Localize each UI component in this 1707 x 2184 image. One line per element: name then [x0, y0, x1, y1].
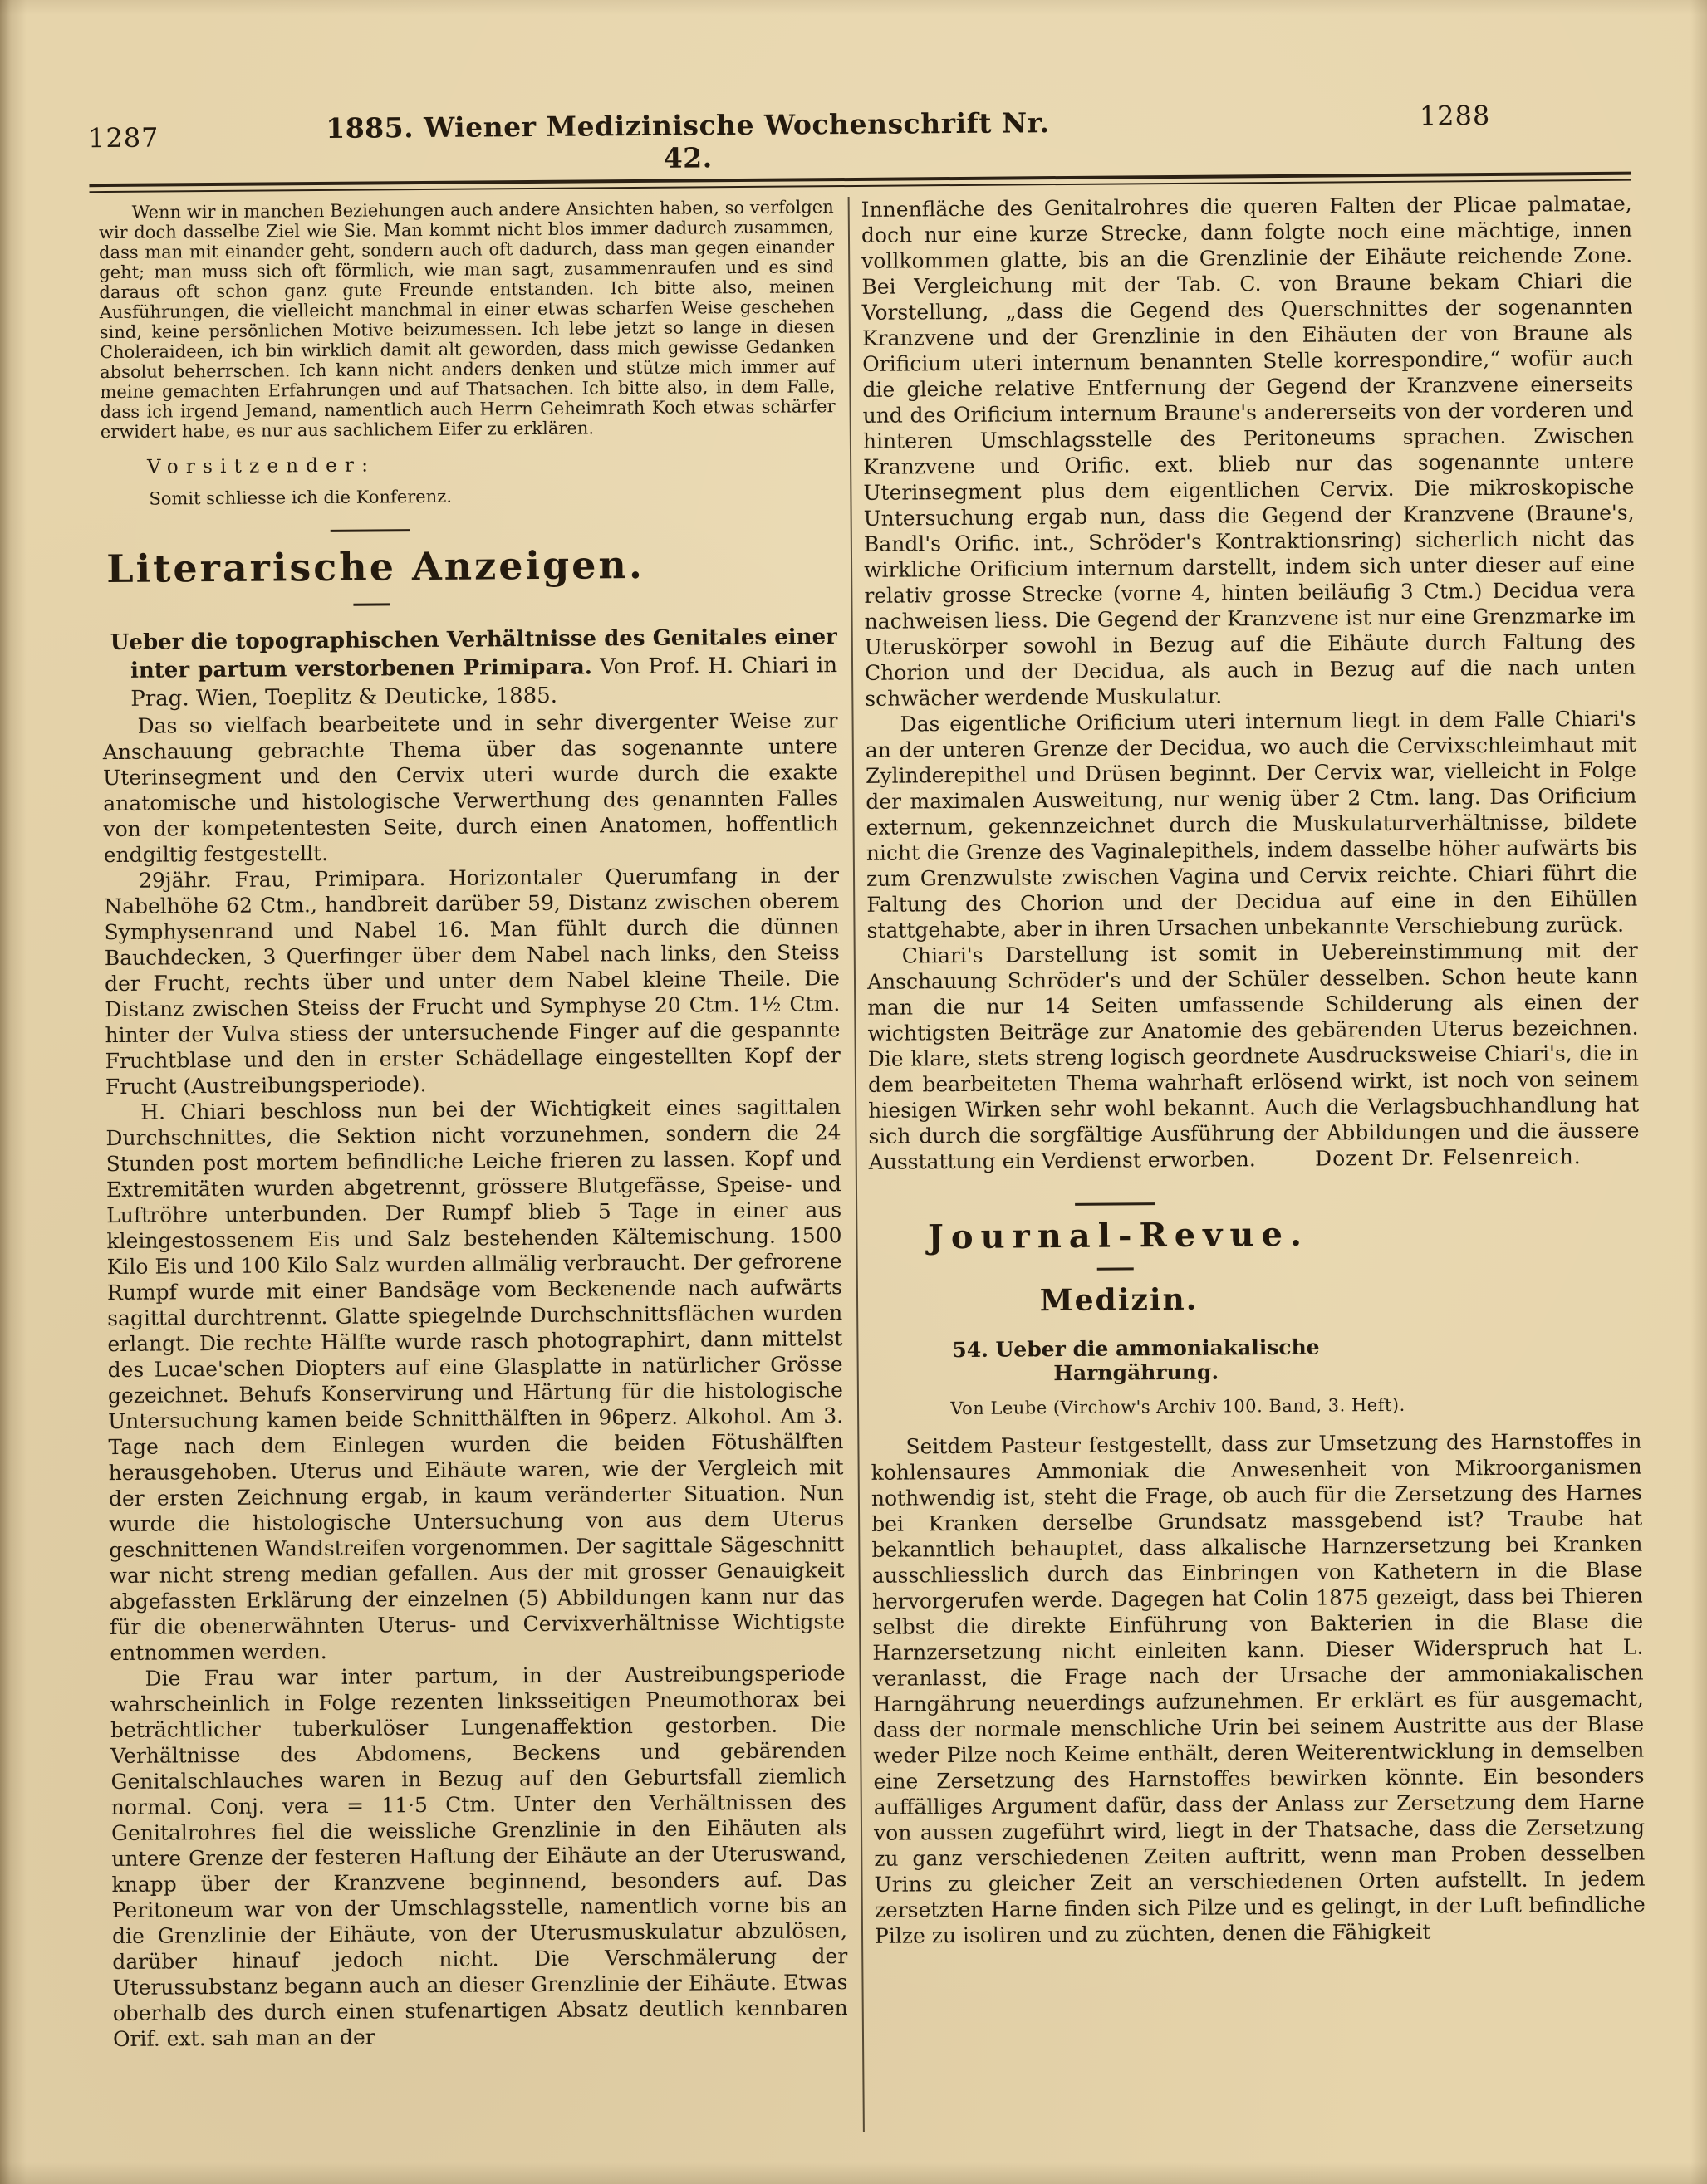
section-heading-literarische-anzeigen: Literarische Anzeigen.: [106, 541, 645, 592]
right-column: [861, 191, 1647, 2132]
conference-intro-paragraph: Wenn wir in manchen Beziehungen auch andere Ansichten haben, so verfolgen wir doch dasselbe Ziel wie Sie. Man kommt nicht blos immer dadurch zusammen, dass man mit einander geht, sondern auch oft dadurch, dass man gegen einander geht; man muss sich oft förmlich, wie man sagt, zusammenraufen und es sind daraus oft schon ganz gute Freunde entstanden. Ich bitte also, meinen Ausführungen, die vielleicht manchmal in einer etwas scharfen Weise geschehen sind, keine persönlichen Motive beizumessen. Ich lebe jetzt so lange in diesen Choleraideen, ich bin wirklich damit alt geworden, dass mich gewisse Gedanken absolut beherrschen. Ich kann nicht anders denken und stütze mich immer auf meine gemachten Erfahrungen und auf Thatsachen. Ich bitte also, in dem Falle, dass ich irgend Jemand, namentlich auch Herrn Geheimrath Koch etwas schärfer erwidert habe, es nur aus sachlichem Eifer zu erklären.: [98, 197, 836, 443]
left-column: [99, 197, 849, 2137]
abstract-byline: Von Leube (Virchow's Archiv 100. Band, 3. Heft).: [950, 1394, 1405, 1419]
column-divider-rule: [848, 197, 865, 2132]
page-number-right: 1288: [1419, 99, 1491, 132]
section-divider-rule: [1075, 1202, 1155, 1206]
review-paragraph: Das so vielfach bearbeitete und in sehr divergenter Weise zur Anschauung gebrachte Thema über das sogenannte untere Uterinsegment und den Cervix uteri wurde durch die exakte anatomische und histologische Verwerthung des genannten Falles von der kompetentesten Seite, durch einen Anatomen, hoffentlich endgiltig festgestellt.: [102, 708, 839, 868]
review-article-title: [102, 623, 838, 713]
abstract-54-title: 54. Ueber die ammoniakalische Harngährung.: [952, 1334, 1320, 1386]
continuation-paragraph: Innenfläche des Genitalrohres die queren Falten der Plicae palmatae, doch nur eine kurze Strecke, dann folgte noch eine mächtige, innen vollkommen glatte, bis an die Grenzlinie der Eihäute reichende Zone. Bei Vergleichung mit der Tab. C. von Braune bekam Chiari die Vorstellung, „dass die Gegend des Querschnittes der sogenannten Kranzvene und der Grenzlinie in den Eihäuten der von Braune als Orificium uteri internum benannten Stelle korrespondire,“ wofür auch die gleiche relative Entfernung der Gegend der Kranzvene einerseits und des Orificium internum Braune's andererseits von der vorderen und hinteren Umschlagsstelle des Peritoneums sprachen. Zwischen Kranzvene und Orific. ext. blieb nur das sogenannte untere Uterinsegment plus dem eigentlichen Cervix. Die mikroskopische Untersuchung ergab nun, dass die Gegend der Kranzvene (Braune's, Bandl's Orific. int., Schröder's Kontraktionsring) sicherlich nicht das wirkliche Orificium internum darstellt, indem sich unter dieser auf eine relativ grosse Strecke (vorne 4, hinten beiläufig 3 Ctm.) Decidua vera nachweisen liess. Die Gegend der Kranzvene ist nur eine Grenzmarke im Uteruskörper sowohl in Bezug auf die Eihäute durch Faltung des Chorion und der Decidua, als auch in Bezug auf die nach unten schwächer werdende Muskulatur.: [861, 191, 1636, 711]
sub-divider-rule: [1097, 1267, 1134, 1270]
chairman-statement: Somit schliesse ich die Konferenz.: [149, 486, 453, 509]
two-column-text-block: [99, 191, 1648, 2137]
journal-revue-heading: Journal-Revue.: [927, 1214, 1310, 1257]
journal-header-title: 1885. Wiener Medizinische Wochenschrift Nr. 42.: [326, 106, 1050, 174]
chairman-label: Vorsitzender:: [147, 454, 376, 478]
reviewer-signature: Dozent Dr. Felsenreich.: [1315, 1144, 1582, 1171]
medizin-subheading: Medizin.: [1039, 1281, 1199, 1319]
abstract-paragraph: Seitdem Pasteur festgestellt, dass zur Umsetzung des Harnstoffes in kohlensaures Ammoniak die Anwesenheit von Mikroorganismen nothwendig ist, steht die Frage, ob auch für die Zersetzung des Harnes bei Kranken derselbe Grundsatz massgebend ist? Traube hat bekanntlich behauptet, dass alkalische Harnzersetzung bei Kranken ausschliesslich durch das Einbringen von Kathetern in die Blase hervorgerufen werde. Dagegen hat Colin 1875 gezeigt, dass bei Thieren selbst die direkte Einführung von Bakterien in die Blase die Harnzersetzung nicht einleiten kann. Dieser Widerspruch hat L. veranlasst, die Frage nach der Ursache der ammoniakalischen Harngährung neuerdings aufzunehmen. Er erklärt es für ausgemacht, dass der normale menschliche Urin bei seinem Austritte aus der Blase weder Pilze noch Keime enthält, deren Weiterentwicklung in demselben eine Zersetzung des Harnstoffes bewirken könnte. Ein besonders auffälliges Argument dafür, dass der Anlass zur Zersetzung dem Harne von aussen zugeführt wird, liegt in der Thatsache, dass die Zersetzung zu ganz verschiedenen Zeiten auftritt, wenn man Proben desselben Urins zu gleicher Zeit an verschiedenen Orten aufstellt. In jedem zersetzten Harne finden sich Pilze und es gelingt, in der Luft befindliche Pilze zu isoliren und zu züchten, denen die Fähigkeit: [871, 1428, 1646, 1948]
review-article-title-bold: Ueber die topographischen Verhältnisse des Genitales einer inter partum verstorbenen Primipara.: [110, 624, 837, 683]
review-paragraph: H. Chiari beschloss nun bei der Wichtigkeit eines sagittalen Durchschnittes, die Sektion nicht vorzunehmen, sondern die 24 Stunden post mortem befindliche Leiche frieren zu lassen. Kopf und Extremitäten wurden abgetrennt, grössere Blutgefässe, Speise- und Luftröhre unterbunden. Der Rumpf blieb 5 Tage in einer aus kleingestossenem Eis und Salz bestehenden Kältemischung. 1500 Kilo Eis und 100 Kilo Salz wurden allmälig verbraucht. Der gefrorene Rumpf wurde mit einer Bandsäge vom Beckenende nach aufwärts sagittal durchtrennt. Glatte spiegelnde Durchschnittsflächen wurden erlangt. Die rechte Hälfte wurde rasch photographirt, dann mittelst des Lucae'schen Diopters auf eine Glasplatte in natürlicher Grösse gezeichnet. Behufs Konservirung und Härtung für die histologische Untersuchung kamen beide Schnitthälften in 96perz. Alkohol. Am 3. Tage nach dem Einlegen wurden die beiden Fötushälften herausgehoben. Uterus und Eihäute waren, wie der Vergleich mit der ersten Zeichnung ergab, in kaum veränderter Situation. Nun wurde die histologische Untersuchung von aus dem Uterus geschnittenen Wandstreifen vorgenommen. Der sagittale Sägeschnitt war nicht streng median gefallen. Aus der mit grosser Genauigkeit abgefassten Erklärung der einzelnen (5) Abbildungen kann nur das für die obenerwähnten Uterus- und Cervixverhältnisse Wichtigste entnommen werden.: [105, 1094, 846, 1666]
page-number-left: 1287: [87, 121, 159, 154]
review-paragraph: Die Frau war inter partum, in der Austreibungsperiode wahrscheinlich in Folge rezenten linksseitigen Pneumothorax bei beträchtlicher tuberkulöser Lungenaffektion gestorben. Die Verhältnisse des Abdomens, Beckens und gebärenden Genitalschlauches waren in Bezug auf den Geburtsfall ziemlich normal. Conj. vera = 11·5 Ctm. Unter den Verhältnissen des Genitalrohres fiel die weissliche Grenzlinie in den Eihäuten als untere Grenze der festeren Haftung der Eihäute an der Uteruswand, knapp über der Kranzvene beginnend, besonders auf. Das Peritoneum war von der Umschlagsstelle, namentlich vorne bis an die Grenzlinie der Eihäute, von der Uterusmuskulatur abzulösen, darüber hinauf jedoch nicht. Die Verschmälerung der Uterussubstanz begann auch an dieser Grenzlinie der Eihäute. Etwas oberhalb des durch einen stufenartigen Absatz deutlich kennbaren Orif. ext. sah man an der: [110, 1661, 848, 2052]
review-article-title-byline: Von Prof. H. Chiari in Prag. Wien, Toeplitz & Deuticke, 1885.: [130, 653, 838, 712]
sub-divider-rule: [353, 603, 390, 605]
section-divider-rule: [331, 529, 410, 532]
review-paragraph: Das eigentliche Orificium uteri internum liegt in dem Falle Chiari's an der unteren Grenze der Decidua, wo auch die Cervixschleimhaut mit Zylinderepithel und Drüsen beginnt. Der Cervix war, vielleicht in Folge der maximalen Ausweitung, nur wenig über 2 Ctm. lang. Das Orificium externum, gekennzeichnet durch die Muskulaturverhältnisse, bildete nicht die Grenze des Vaginalepithels, indem dasselbe höher aufwärts bis zum Grenzwulste zwischen Vagina und Cervix reichte. Chiari führt die Faltung des Chorion und der Decidua auf eine in den Eihüllen stattgehabte, aber in ihren Ursachen unbekannte Verschiebung zurück.: [865, 706, 1638, 943]
review-paragraph: Chiari's Darstellung ist somit in Uebereinstimmung mit der Anschauung Schröder's und der Schüler desselben. Schon heute kann man die nur 14 Seiten umfassende Schilderung als einen der wichtigsten Beiträge zur Anatomie des gebärenden Uterus bezeichnen. Die klare, stets streng logisch geordnete Ausdrucksweise Chiari's, die in dem bearbeiteten Thema wahrhaft erlösend wirkt, ist noch von seinem hiesigen Wirken sehr wohl bekannt. Auch die Verlagsbuchhandlung hat sich durch die sorgfältige Ausführung der Abbildungen und die äussere Ausstattung ein Verdienst erworben.: [866, 938, 1640, 1174]
review-paragraph: 29jähr. Frau, Primipara. Horizontaler Querumfang in der Nabelhöhe 62 Ctm., handbreit darüber 59, Distanz zwischen oberem Symphysenrand und Nabel 16. Man fühlt durch die dünnen Bauchdecken, 3 Querfinger über dem Nabel nach links, den Steiss der Frucht, rechts über und unter dem Nabel kleine Theile. Die Distanz zwischen Steiss der Frucht und Symphyse 20 Ctm. 1½ Ctm. hinter der Vulva stiess der untersuchende Finger auf die gespannte Fruchtblase und den in erster Schädellage eingestellten Kopf der Frucht (Austreibungsperiode).: [104, 863, 841, 1099]
